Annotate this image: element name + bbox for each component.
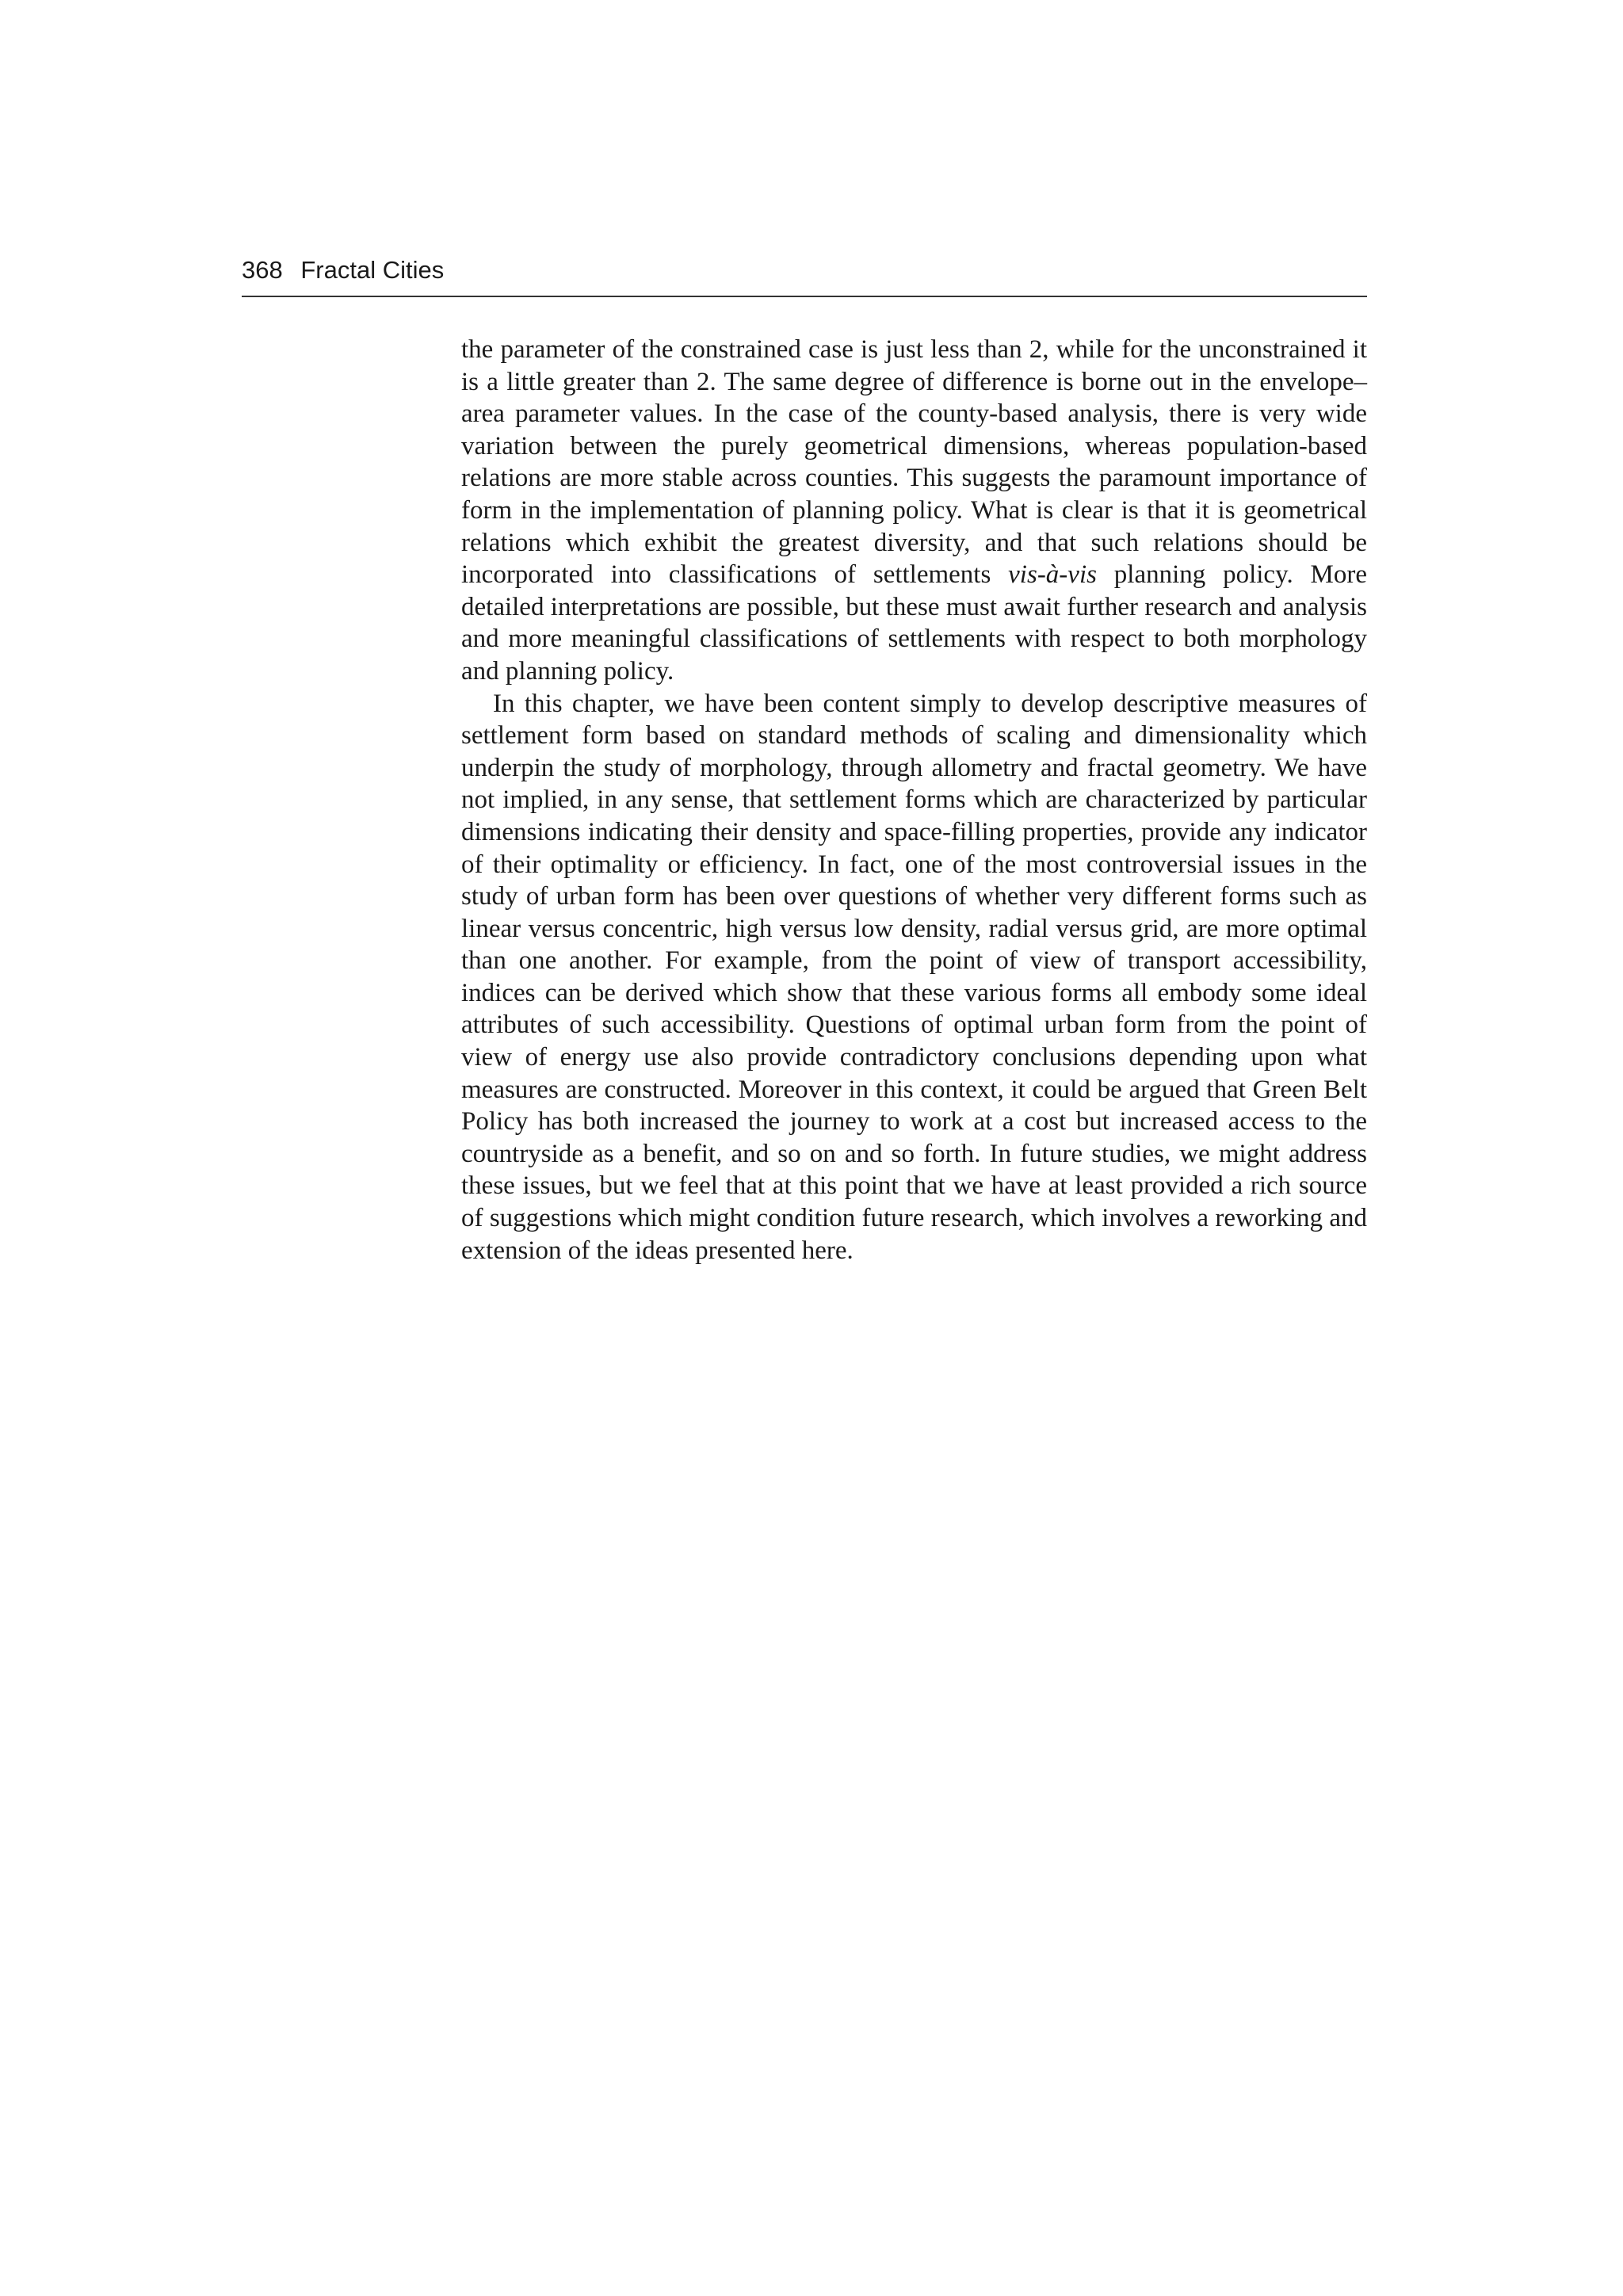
page-number: 368 [242, 256, 283, 284]
italic-phrase: vis-à-vis [1008, 560, 1097, 590]
paragraph-2: In this chapter, we have been content simply to develop descriptive measures of settlement form based on standard methods of scaling and dimensionality which underpin the study of morphology, through allometry and fractal geometry. We have not implied, in any sense, that settlement forms which are characterized by particular dimensions indicating their density and space-filling properties, provide any indicator of their optimality or efficiency. In fact, one of the most controversial issues in the study of urban form has been over questions of whether very different forms such as linear versus concentric, high versus low density, radial versus grid, are more optimal than one another. For example, from the point of view of transport accessibility, indices can be derived which show that these various forms all embody some ideal attributes of such accessibility. Questions of optimal urban form from the point of view of energy use also provide contradictory conclusions depending upon what measures are constructed. Moreover in this context, it could be argued that Green Belt Policy has both increased the journey to work at a cost but increased access to the countryside as a benefit, and so on and so forth. In future studies, we might address these issues, but we feel that at this point that we have at least provided a rich source of suggestions which might condition future research, which involves a reworking and extension of the ideas presented here. [461, 689, 1367, 1265]
running-head [242, 255, 1367, 285]
body-text [461, 334, 1367, 1266]
paragraph-1-part-1: the parameter of the constrained case is just less than 2, while for the unconstrained it is a little greater than 2. The same degree of difference is borne out in the envelope–area parameter values. In the case of the county-based analysis, there is very wide variation between the purely geometrical dimensions, whereas population-based relations are more stable across counties. This suggests the paramount importance of form in the implementation of planning policy. What is clear is that it is geometrical relations which exhibit the greatest diversity, and that such relations should be incorporated into classifications of settlements [461, 335, 1367, 590]
paragraph-1-part-2: planning policy. More detailed interpretations are possible, but these must await further research and analysis and more meaningful classifications of settlements with respect to both morphology and planning policy. [461, 560, 1367, 686]
running-title: Fractal Cities [300, 256, 445, 284]
header-rule [242, 296, 1367, 297]
paragraph-continued [461, 334, 1367, 688]
